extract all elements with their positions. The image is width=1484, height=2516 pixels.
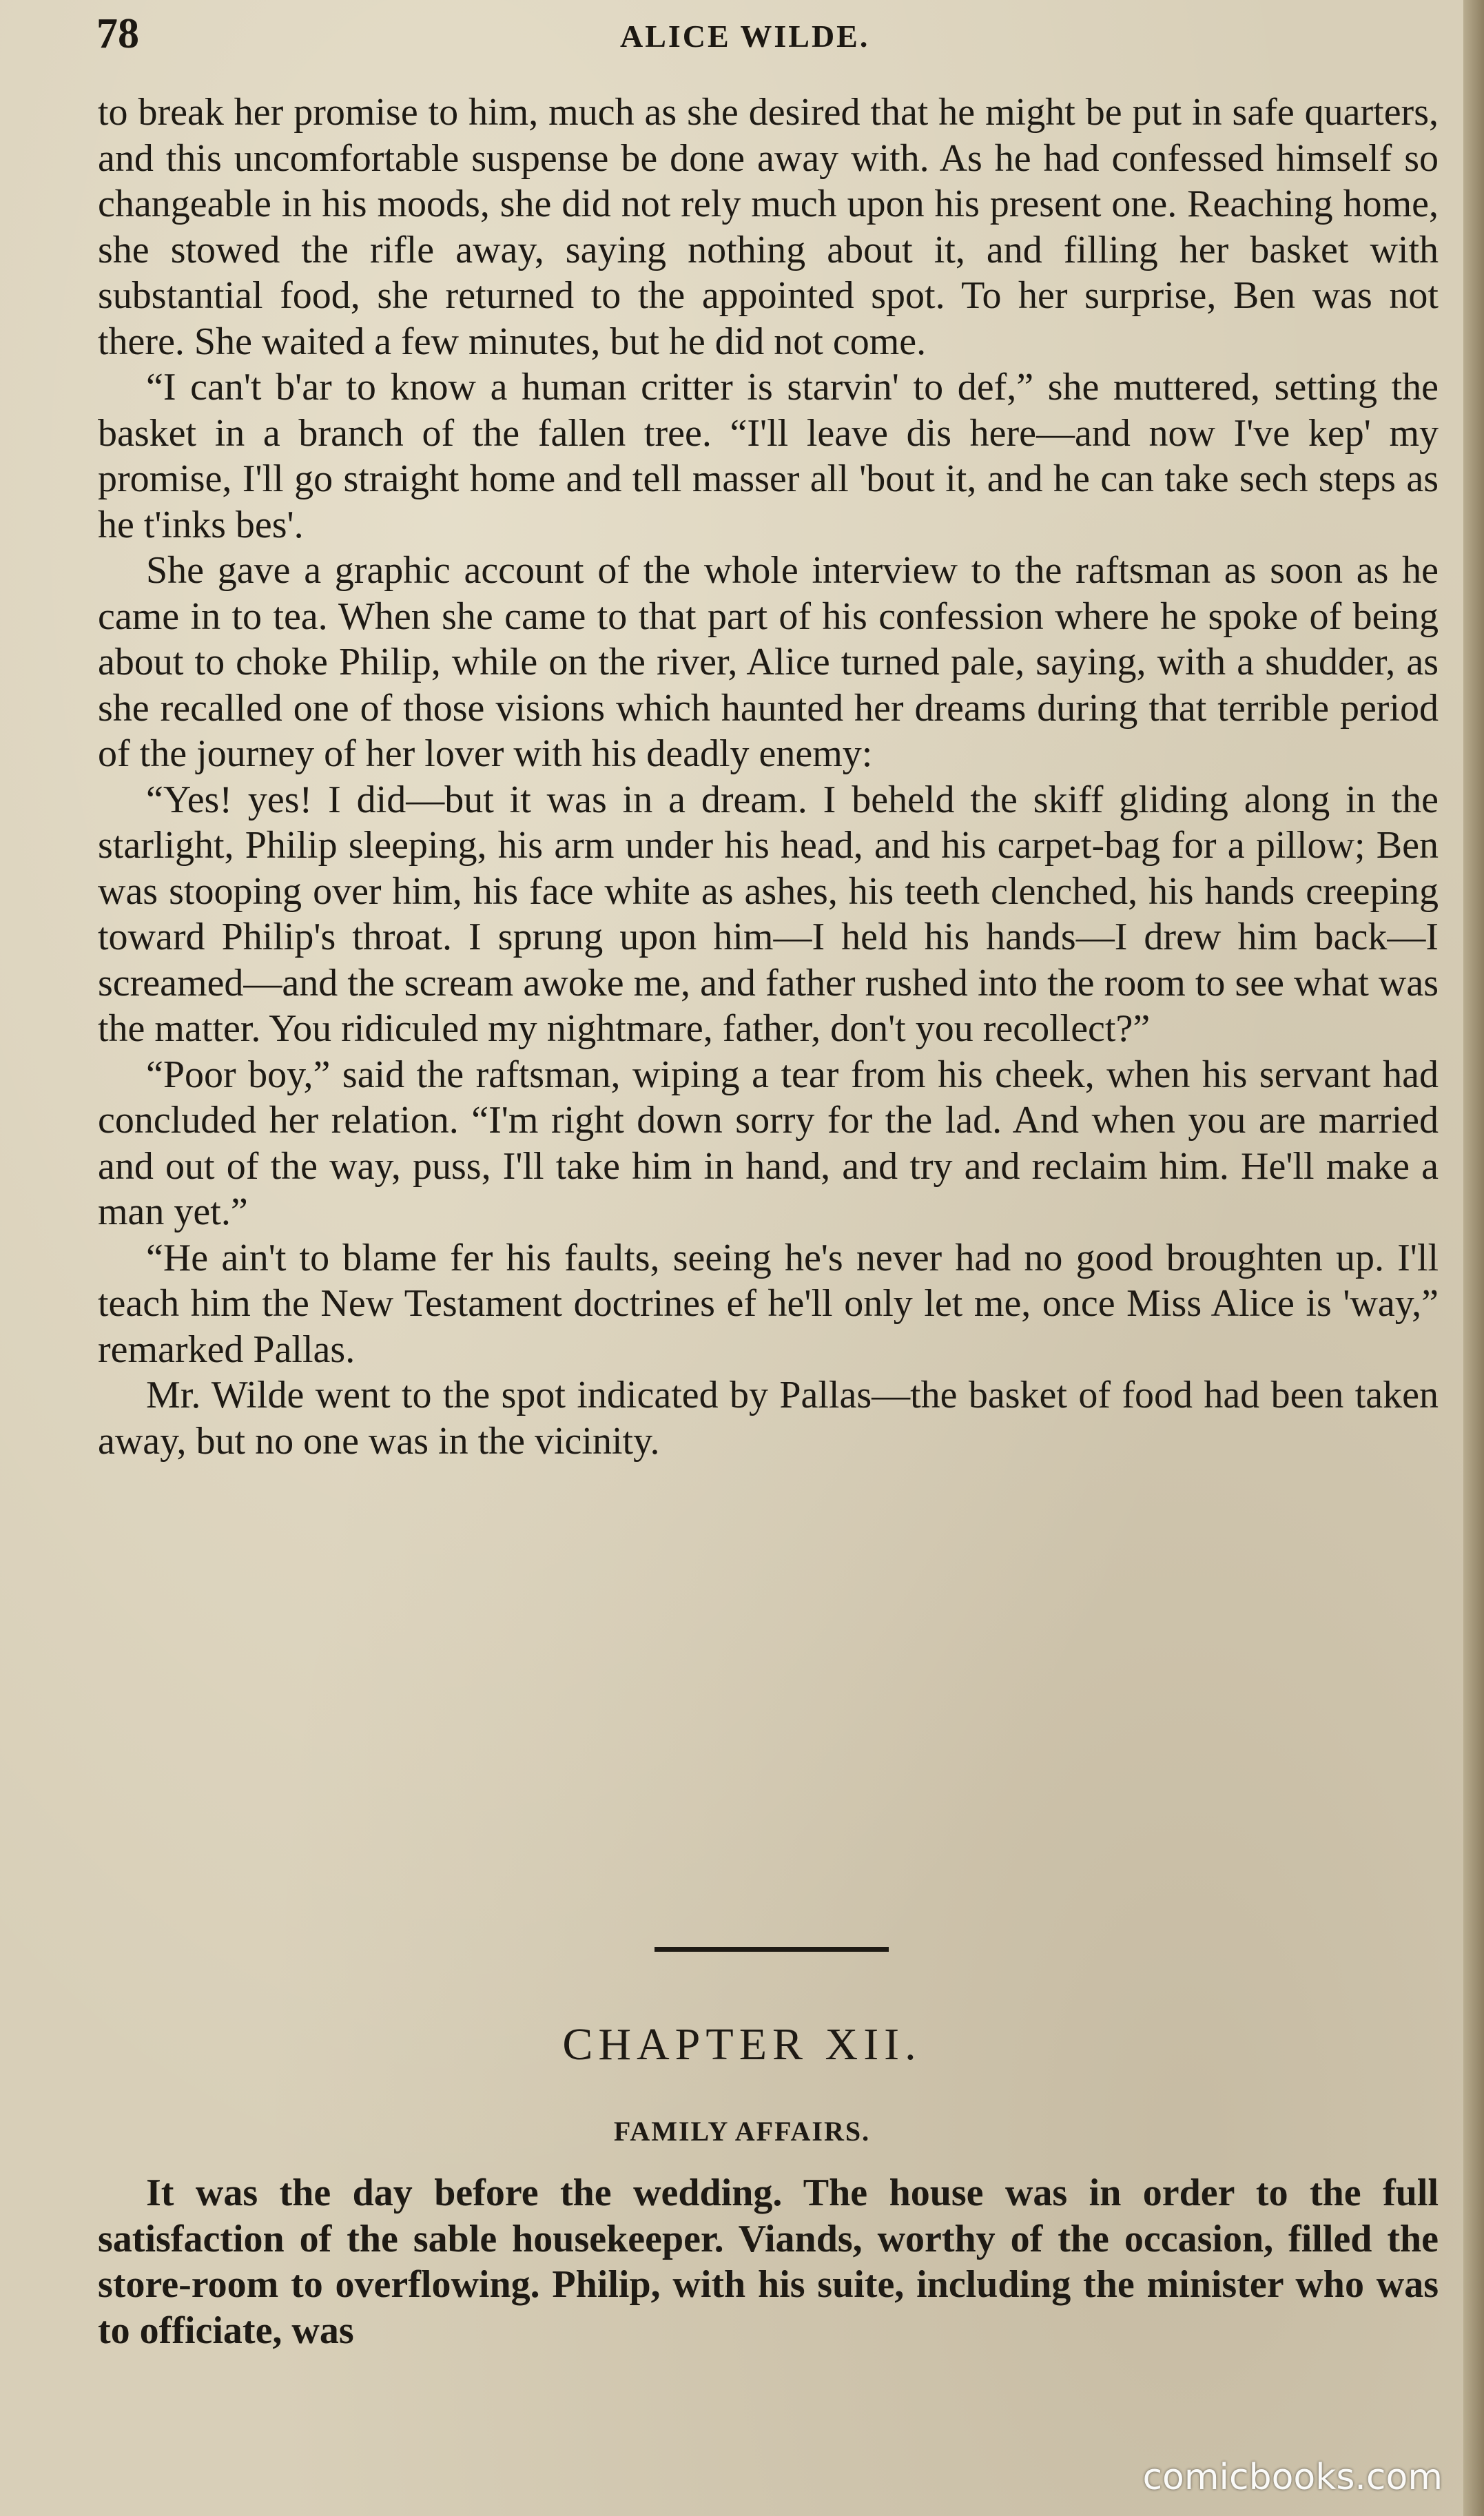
paragraph: It was the day before the wedding. The house was in order to the full satisfaction of the sable housekeeper. Viands, worthy of the occasion, filled the store-room to overflowing. Philip, with his suite, including the minister who was to officiate, was — [98, 2172, 1439, 2352]
running-title: ALICE WILDE. — [620, 19, 870, 54]
page-number: 78 — [96, 10, 139, 57]
paragraph: “Poor boy,” said the raftsman, wiping a tear from his cheek, when his servant had concluded her relation. “I'm right down sorry for the lad. And when you are married and out of the way, puss, I'll take him in hand, and try and reclaim him. He'll make a man yet.” — [98, 1053, 1439, 1233]
body-text — [98, 90, 1439, 1464]
paragraph: “He ain't to blame fer his faults, seeing he's never had no good broughten up. I'll teach him the New Testament doctrines ef he'll only let me, once Miss Alice is 'way,” remarked Pallas. — [98, 1236, 1439, 1371]
watermark: comicbooks.com — [1142, 2457, 1443, 2498]
paragraph: Mr. Wilde went to the spot indicated by Pallas—the basket of food had been taken away, but no one was in the vicinity. — [98, 1374, 1439, 1463]
chapter-subtitle: FAMILY AFFAIRS. — [613, 2116, 871, 2147]
paragraph: “I can't b'ar to know a human critter is starvin' to def,” she muttered, setting the basket in a branch of the fallen tree. “I'll leave dis here—and now I've kep' my promise, I'll go straight home and tell masser all 'bout it, and he can take sech steps as he t'inks bes'. — [98, 366, 1439, 546]
paragraph: She gave a graphic account of the whole interview to the raftsman as soon as he came in to tea. When she came to that part of his confession where he spoke of being about to choke Philip, while on the river, Alice turned pale, saying, with a shudder, as she recalled one of those visions which haunted her dreams during that terrible period of the journey of her lover with his deadly enemy: — [98, 549, 1439, 775]
chapter-title: CHAPTER XII. — [562, 2019, 922, 2070]
page-header — [96, 6, 1426, 68]
section-divider — [655, 1947, 889, 1952]
chapter-body-text — [98, 2170, 1439, 2353]
paragraph: “Yes! yes! I did—but it was in a dream. I beheld the skiff gliding along in the starlight, Philip sleeping, his arm under his head, and his carpet-bag for a pillow; Ben was stooping over him, his face white as ashes, his teeth clenched, his hands creeping toward Philip's throat. I sprung upon him—I held his hands—I drew him back—I screamed—and the scream awoke me, and father rushed into the room to see what was the matter. You ridiculed my nightmare, father, don't you recollect?” — [98, 778, 1439, 1050]
paragraph: to break her promise to him, much as she desired that he might be put in safe quarters, and this uncomfortable suspense be done away with. As he had confessed himself so changeable in his moods, she did not rely much upon his present one. Reaching home, she stowed the rifle away, saying nothing about it, and filling her basket with substantial food, she returned to the appointed spot. To her surprise, Ben was not there. She waited a few minutes, but he did not come. — [98, 91, 1439, 363]
